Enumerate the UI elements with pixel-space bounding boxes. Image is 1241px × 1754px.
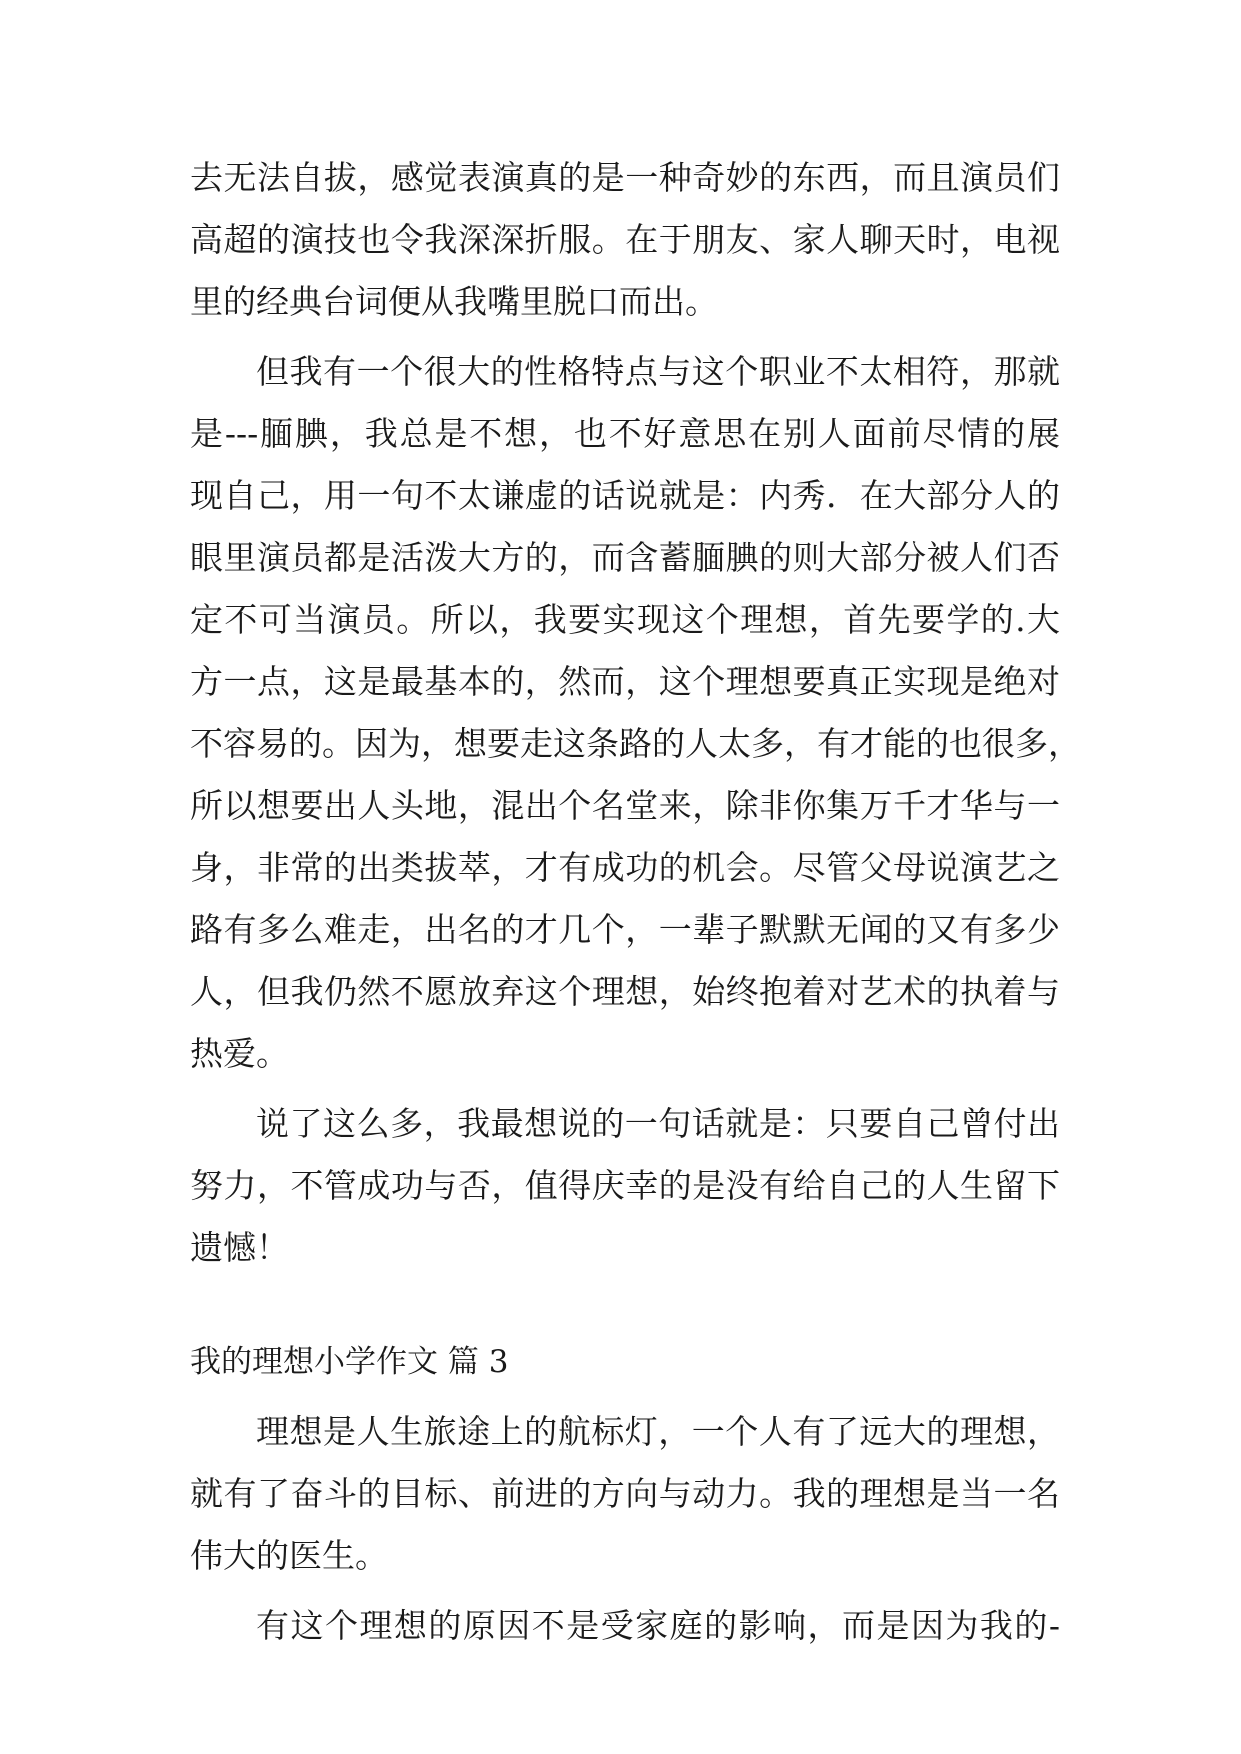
text-line: 人，但我仍然不愿放弃这个理想，始终抱着对艺术的执着与 — [190, 972, 1060, 1011]
text-line: 不容易的。因为，想要走这条路的人太多，有才能的也很多， — [190, 724, 1081, 763]
text-line: 高超的演技也令我深深折服。在于朋友、家人聊天时，电视 — [190, 220, 1060, 259]
section-heading: 我的理想小学作文 篇 3 — [190, 1344, 509, 1380]
text-line: 里的经典台词便从我嘴里脱口而出。 — [190, 282, 718, 321]
text-line: 方一点，这是最基本的，然而，这个理想要真正实现是绝对 — [190, 662, 1060, 701]
text-line: 眼里演员都是活泼大方的，而含蓄腼腆的则大部分被人们否 — [190, 538, 1060, 577]
text-line: 努力，不管成功与否，值得庆幸的是没有给自己的人生留下 — [190, 1166, 1060, 1205]
text-line: 理想是人生旅途上的航标灯，一个人有了远大的理想， — [256, 1412, 1060, 1451]
text-line: 遗憾！ — [190, 1228, 289, 1267]
text-line: 就有了奋斗的目标、前进的方向与动力。我的理想是当一名 — [190, 1474, 1060, 1513]
text-line: 是---腼腆，我总是不想，也不好意思在别人面前尽情的展 — [190, 414, 1060, 453]
text-line: 现自己，用一句不太谦虚的话说就是：内秀．在大部分人的 — [190, 476, 1060, 515]
text-line: 热爱。 — [190, 1034, 289, 1073]
text-line: 定不可当演员。所以，我要实现这个理想，首先要学的.大 — [190, 600, 1060, 639]
text-line: 伟大的医生。 — [190, 1536, 388, 1575]
text-line: 身，非常的出类拔萃，才有成功的机会。尽管父母说演艺之 — [190, 848, 1060, 887]
text-line: 有这个理想的原因不是受家庭的影响，而是因为我的- — [256, 1606, 1060, 1645]
text-line: 所以想要出人头地，混出个名堂来，除非你集万千才华与一 — [190, 786, 1060, 825]
text-line: 说了这么多，我最想说的一句话就是：只要自己曾付出 — [256, 1104, 1060, 1143]
text-line: 但我有一个很大的性格特点与这个职业不太相符，那就 — [256, 352, 1060, 391]
text-line: 路有多么难走，出名的才几个，一辈子默默无闻的又有多少 — [190, 910, 1060, 949]
text-line: 去无法自拔，感觉表演真的是一种奇妙的东西，而且演员们 — [190, 158, 1060, 197]
